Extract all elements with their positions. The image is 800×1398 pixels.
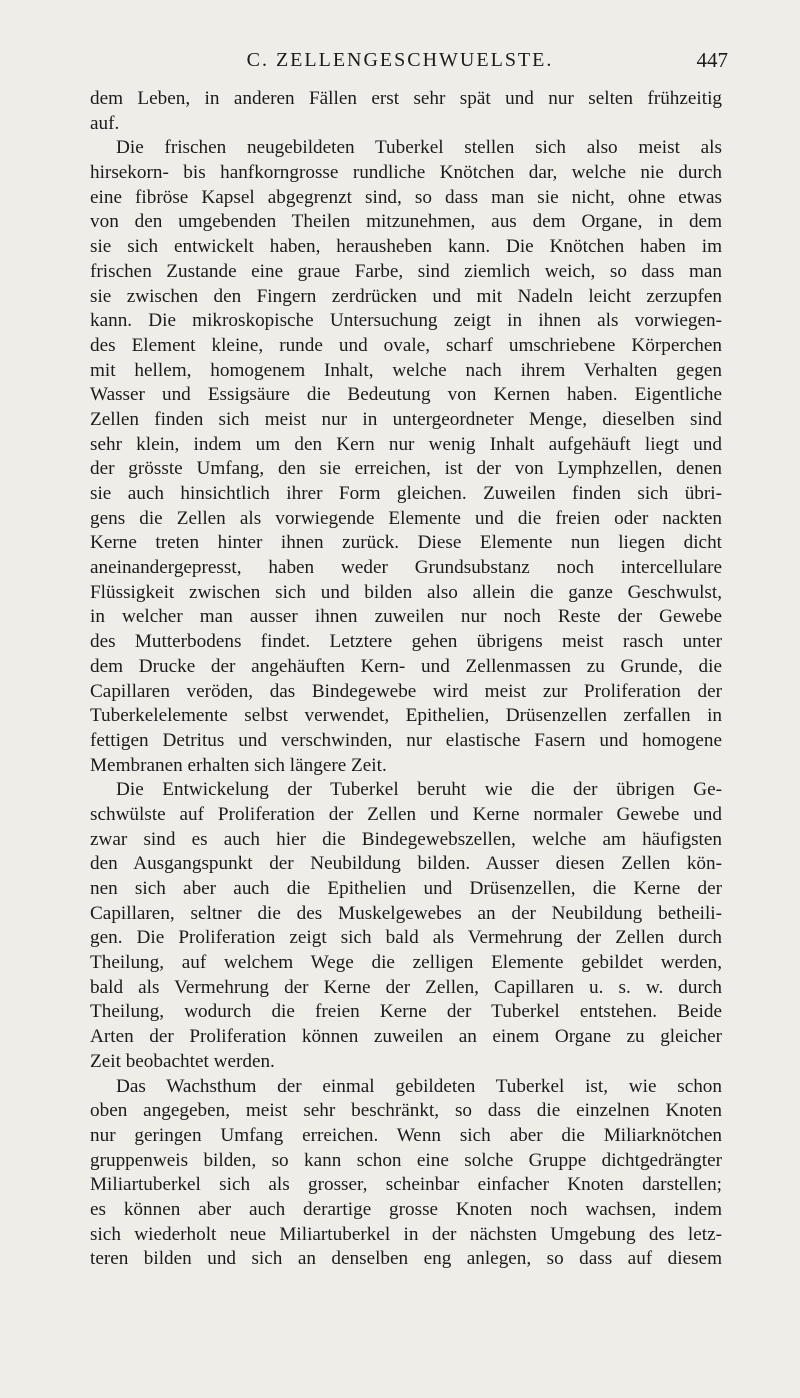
text-line: sie zwischen den Fingern zerdrücken und mit Nadeln leicht zerzupfen	[90, 285, 722, 307]
text-line: sie auch hinsichtlich ihrer Form gleichen. Zuweilen finden sich übri-	[90, 483, 722, 504]
body-text	[90, 87, 722, 1272]
page-number: 447	[696, 48, 728, 72]
text-line: fettigen Detritus und verschwinden, nur elastische Fasern und homogene	[90, 729, 722, 751]
text-line: eine fibröse Kapsel abgegrenzt sind, so dass man sie nicht, ohne etwas	[90, 186, 722, 208]
text-line: es können aber auch derartige grosse Knoten noch wachsen, indem	[90, 1198, 722, 1220]
text-line: gruppenweis bilden, so kann schon eine solche Gruppe dichtgedrängter	[90, 1149, 722, 1171]
text-line: auf.	[90, 112, 120, 134]
text-line: Tuberkelelemente selbst verwendet, Epithelien, Drüsenzellen zerfallen in	[90, 705, 722, 727]
text-line: schwülste auf Proliferation der Zellen und Kerne normaler Gewebe und	[90, 803, 722, 825]
text-line: Theilung, wodurch die freien Kerne der Tuberkel entstehen. Beide	[90, 1001, 722, 1023]
text-line: gens die Zellen als vorwiegende Elemente und die freien oder nackten	[90, 507, 722, 529]
text-line: hirsekorn- bis hanfkorngrosse rundliche Knötchen dar, welche nie durch	[90, 162, 722, 184]
text-line: Membranen erhalten sich längere Zeit.	[90, 754, 387, 776]
text-line: nen sich aber auch die Epithelien und Drüsenzellen, die Kerne der	[90, 878, 722, 899]
text-line: Flüssigkeit zwischen sich und bilden also allein die ganze Geschwulst,	[90, 581, 722, 603]
text-line: Kerne treten hinter ihnen zurück. Diese Elemente nun liegen dicht	[90, 532, 722, 554]
text-line: Theilung, auf welchem Wege die zelligen Elemente gebildet werden,	[90, 952, 722, 974]
text-line: dem Drucke der angehäuften Kern- und Zellenmassen zu Grunde, die	[90, 655, 722, 677]
text-line: dem Leben, in anderen Fällen erst sehr spät und nur selten frühzeitig	[90, 88, 722, 109]
text-line: Wasser und Essigsäure die Bedeutung von Kernen haben. Eigentliche	[90, 384, 722, 406]
text-line: frischen Zustande eine graue Farbe, sind ziemlich weich, so dass man	[90, 260, 722, 282]
text-line: sie sich entwickelt haben, herausheben kann. Die Knötchen haben im	[90, 236, 722, 258]
text-line: Capillaren, seltner die des Muskelgewebes an der Neubildung betheili-	[90, 902, 722, 924]
text-line: teren bilden und sich an denselben eng anlegen, so dass auf diesem	[90, 1248, 722, 1270]
text-line: Das Wachsthum der einmal gebildeten Tuberkel ist, wie schon	[116, 1075, 722, 1097]
text-line: des Element kleine, runde und ovale, scharf umschriebene Körperchen	[90, 334, 722, 356]
text-line: nur geringen Umfang erreichen. Wenn sich aber die Miliarknötchen	[90, 1124, 722, 1146]
text-line: Die Entwickelung der Tuberkel beruht wie die der übrigen Ge-	[116, 779, 722, 801]
text-line: Die frischen neugebildeten Tuberkel stellen sich also meist als	[116, 137, 722, 159]
text-line: oben angegeben, meist sehr beschränkt, so dass die einzelnen Knoten	[90, 1100, 722, 1122]
text-line: Arten der Proliferation können zuweilen an einem Organe zu gleicher	[90, 1026, 722, 1048]
text-line: Zeit beobachtet werden.	[90, 1050, 275, 1072]
text-line: sich wiederholt neue Miliartuberkel in der nächsten Umgebung des letz-	[90, 1223, 722, 1245]
text-line: in welcher man ausser ihnen zuweilen nur noch Reste der Gewebe	[90, 606, 722, 628]
text-line: gen. Die Proliferation zeigt sich bald als Vermehrung der Zellen durch	[90, 927, 722, 949]
text-line: aneinandergepresst, haben weder Grundsubstanz noch intercellulare	[90, 557, 722, 579]
text-line: kann. Die mikroskopische Untersuchung zeigt in ihnen als vorwiegen-	[90, 310, 722, 332]
text-line: Miliartuberkel sich als grosser, scheinbar einfacher Knoten darstellen;	[90, 1174, 722, 1196]
text-line: mit hellem, homogenem Inhalt, welche nach ihrem Verhalten gegen	[90, 359, 722, 381]
text-line: Zellen finden sich meist nur in untergeordneter Menge, dieselben sind	[90, 408, 722, 430]
text-line: Capillaren veröden, das Bindegewebe wird meist zur Proliferation der	[90, 680, 722, 702]
text-line: sehr klein, indem um den Kern nur wenig Inhalt aufgehäuft liegt und	[90, 433, 722, 455]
text-line: zwar sind es auch hier die Bindegewebszellen, welche am häufigsten	[90, 828, 722, 850]
text-line: des Mutterbodens findet. Letztere gehen übrigens meist rasch unter	[90, 631, 722, 653]
text-line: von den umgebenden Theilen mitzunehmen, aus dem Organe, in dem	[90, 211, 722, 233]
running-head	[0, 48, 800, 82]
text-line: bald als Vermehrung der Kerne der Zellen, Capillaren u. s. w. durch	[90, 976, 722, 998]
text-line: der grösste Umfang, den sie erreichen, ist der von Lymphzellen, denen	[90, 458, 722, 480]
header-title: C. ZELLENGESCHWUELSTE.	[246, 49, 554, 71]
text-line: den Ausgangspunkt der Neubildung bilden. Ausser diesen Zellen kön-	[90, 853, 722, 875]
